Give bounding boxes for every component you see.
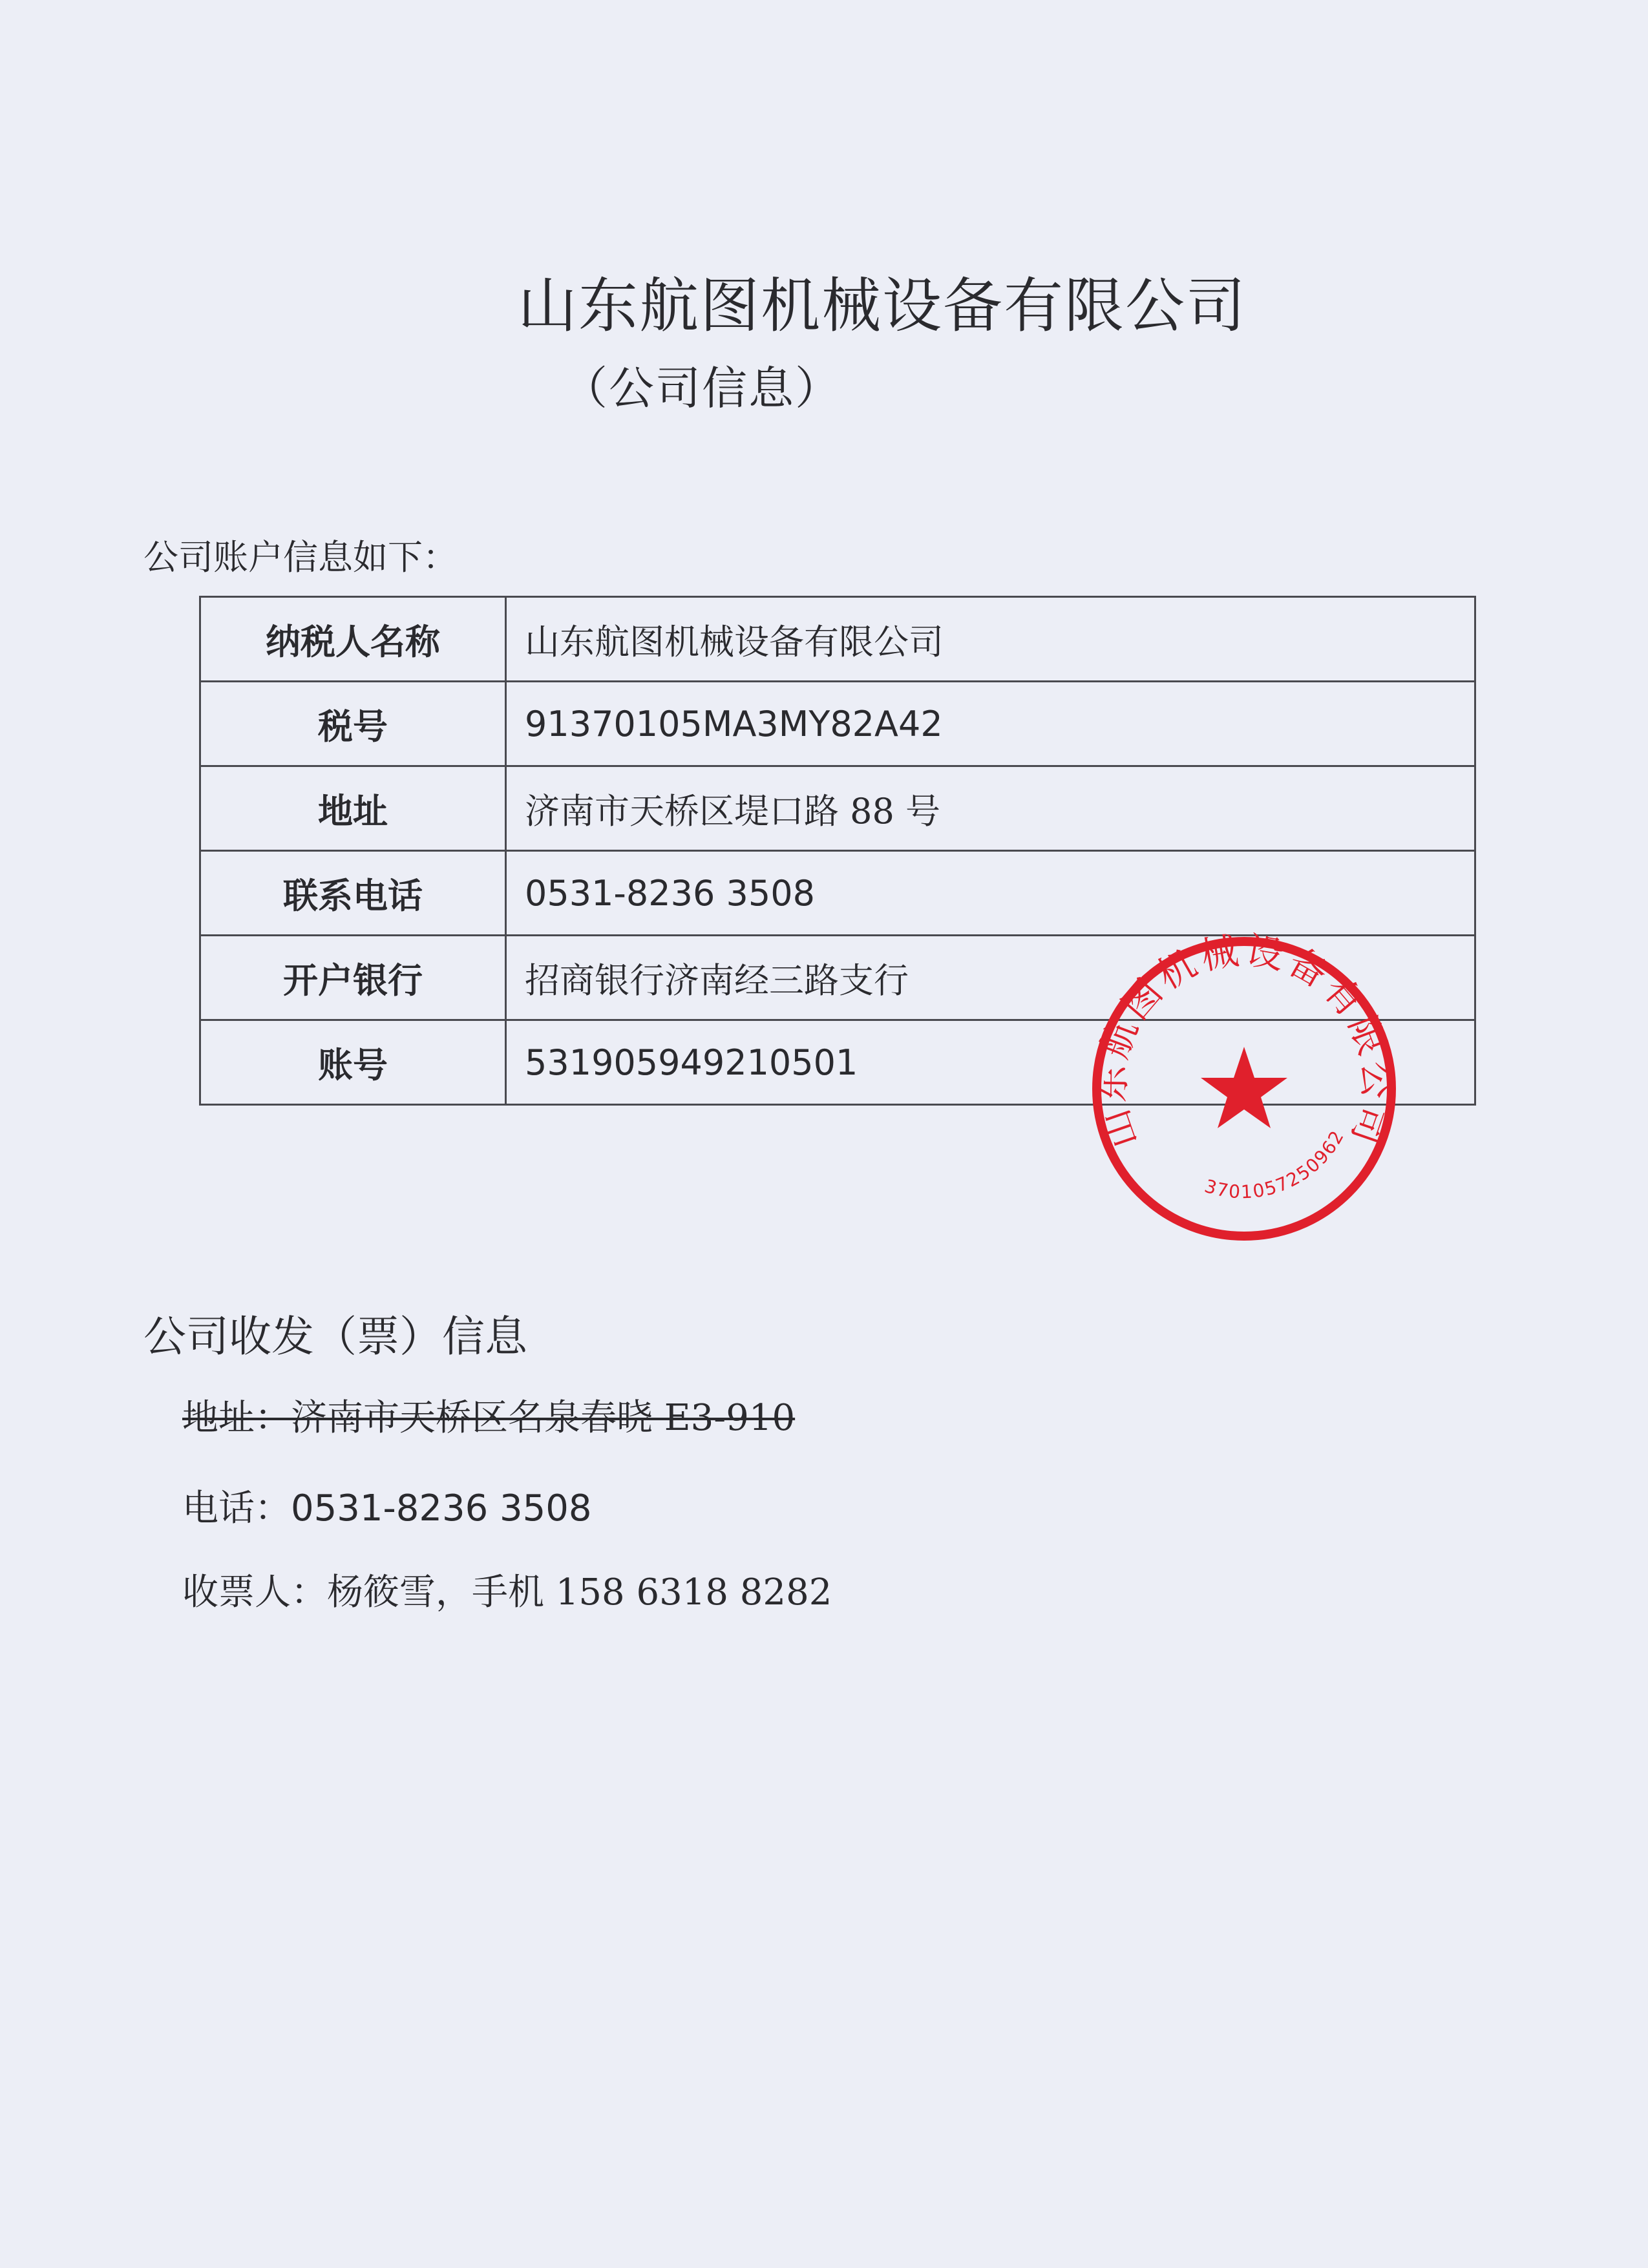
table-row bbox=[200, 766, 1475, 851]
invoice-address-label: 地址： bbox=[182, 1397, 291, 1439]
invoice-address-line bbox=[182, 1389, 795, 1441]
account-number-value: 531905949210501 bbox=[506, 1020, 1475, 1105]
account-intro: 公司账户信息如下： bbox=[143, 537, 458, 578]
invoice-phone-value: 0531-8236 3508 bbox=[291, 1487, 592, 1529]
address-value: 济南市天桥区堤口路 88 号 bbox=[506, 766, 1475, 851]
invoice-address-value: 济南市天桥区名泉春晓 E3-910 bbox=[291, 1397, 796, 1439]
table-row bbox=[200, 851, 1475, 936]
table-row bbox=[200, 682, 1475, 766]
seal-star-icon bbox=[1201, 1047, 1287, 1128]
invoice-recipient-label: 收票人： bbox=[182, 1571, 327, 1613]
taxpayer-name-label: 纳税人名称 bbox=[200, 597, 506, 682]
invoice-phone-line bbox=[182, 1480, 592, 1531]
document-title: 山东航图机械设备有限公司 bbox=[517, 271, 1247, 341]
address-label: 地址 bbox=[200, 766, 506, 851]
invoice-recipient-value: 杨筱雪，手机 158 6318 8282 bbox=[327, 1571, 832, 1613]
invoice-recipient-line bbox=[182, 1564, 832, 1615]
invoice-section-title: 公司收发（票）信息 bbox=[143, 1312, 527, 1361]
bank-value: 招商银行济南经三路支行 bbox=[506, 936, 1475, 1020]
company-seal bbox=[1086, 930, 1402, 1247]
bank-label: 开户银行 bbox=[200, 936, 506, 1020]
invoice-phone-label: 电话： bbox=[182, 1487, 291, 1529]
seal-company-text: 山东航图机械设备有限公司 bbox=[1089, 930, 1399, 1154]
seal-code-text: 3701057250962 bbox=[1202, 1126, 1349, 1203]
taxpayer-name-value: 山东航图机械设备有限公司 bbox=[506, 597, 1475, 682]
tax-id-label: 税号 bbox=[200, 682, 506, 766]
document-subtitle: （公司信息） bbox=[562, 362, 841, 415]
account-number-label: 账号 bbox=[200, 1020, 506, 1105]
table-row bbox=[200, 597, 1475, 682]
phone-label: 联系电话 bbox=[200, 851, 506, 936]
tax-id-value: 91370105MA3MY82A42 bbox=[506, 682, 1475, 766]
phone-value: 0531-8236 3508 bbox=[506, 851, 1475, 936]
